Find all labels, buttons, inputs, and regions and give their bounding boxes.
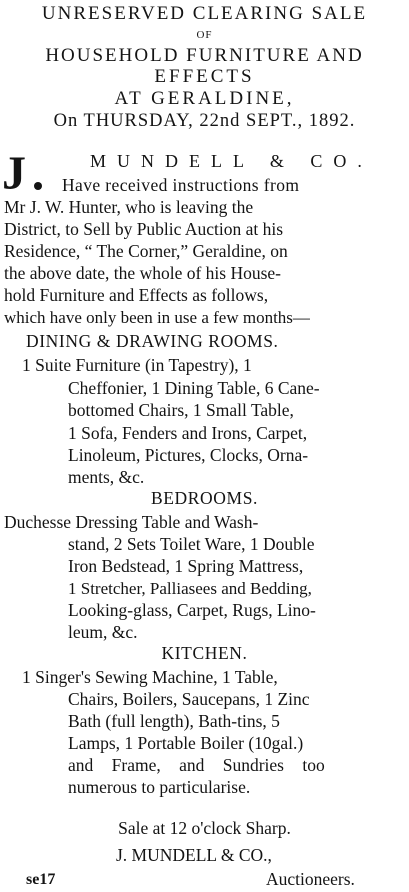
intro-line-3: District, to Sell by Public Auction at his [4,219,284,239]
intro-line-4: Residence, “ The Corner,” Geraldine, on [4,241,288,261]
bedrooms-line-4: 1 Stretcher, Palliasees and Bedding, [68,579,312,598]
intro-line-7: which have only been in use a few months— [4,308,310,327]
headline-of: OF [196,29,213,41]
sale-time: Sale at 12 o'clock Sharp. [118,818,291,838]
intro-line-6: hold Furniture and Effects as follows, [4,285,269,305]
dining-line-3: bottomed Chairs, 1 Small Table, [68,400,294,420]
dining-line-5: Linoleum, Pictures, Clocks, Orna- [68,445,309,465]
intro-line-5: the above date, the whole of his House- [4,263,282,283]
drop-cap-period [34,182,42,190]
headline-household-furniture: HOUSEHOLD FURNITURE AND [45,45,364,66]
bedrooms-line-5: Looking-glass, Carpet, Rugs, Lino- [68,600,316,620]
bedrooms-line-2: stand, 2 Sets Toilet Ware, 1 Double [68,534,315,554]
intro-line-1: Have received instructions from [62,175,300,195]
footer-firm-name: J. MUNDELL & CO., [116,845,272,865]
dining-line-1: 1 Suite Furniture (in Tapestry), 1 [22,355,252,375]
auctioneers-label: Auctioneers. [266,869,355,889]
kitchen-line-6: numerous to particularise. [68,777,251,797]
kitchen-line-4: Lamps, 1 Portable Boiler (10gal.) [68,733,304,753]
drop-cap-j: J [2,147,26,200]
firm-name-intro: MUNDELL & CO. [90,151,373,171]
kitchen-line-3: Bath (full length), Bath-tins, 5 [68,711,280,731]
intro-line-2: Mr J. W. Hunter, who is leaving the [4,197,254,217]
kitchen-line-5: and Frame, and Sundries too [68,755,325,775]
kitchen-line-2: Chairs, Boilers, Saucepans, 1 Zinc [68,689,310,709]
advert-code: se17 [26,871,56,888]
sale-date: On THURSDAY, 22nd SEPT., 1892. [53,111,356,131]
kitchen-line-1: 1 Singer's Sewing Machine, 1 Table, [22,667,278,687]
section-heading-dining: DINING & DRAWING ROOMS. [26,331,279,351]
bedrooms-line-3: Iron Bedstead, 1 Spring Mattress, [68,556,304,576]
bedrooms-line-1: Duchesse Dressing Table and Wash- [4,512,259,532]
headline-clearing-sale: UNRESERVED CLEARING SALE [41,3,368,24]
section-heading-bedrooms: BEDROOMS. [150,488,259,508]
dining-line-4: 1 Sofa, Fenders and Irons, Carpet, [68,423,308,443]
section-heading-kitchen: KITCHEN. [161,643,248,663]
dining-line-2: Cheffonier, 1 Dining Table, 6 Cane- [68,378,320,398]
dining-line-6: ments, &c. [68,467,145,487]
headline-effects: EFFECTS [154,66,255,87]
headline-location: AT GERALDINE, [114,88,295,109]
bedrooms-line-6: leum, &c. [68,622,138,642]
